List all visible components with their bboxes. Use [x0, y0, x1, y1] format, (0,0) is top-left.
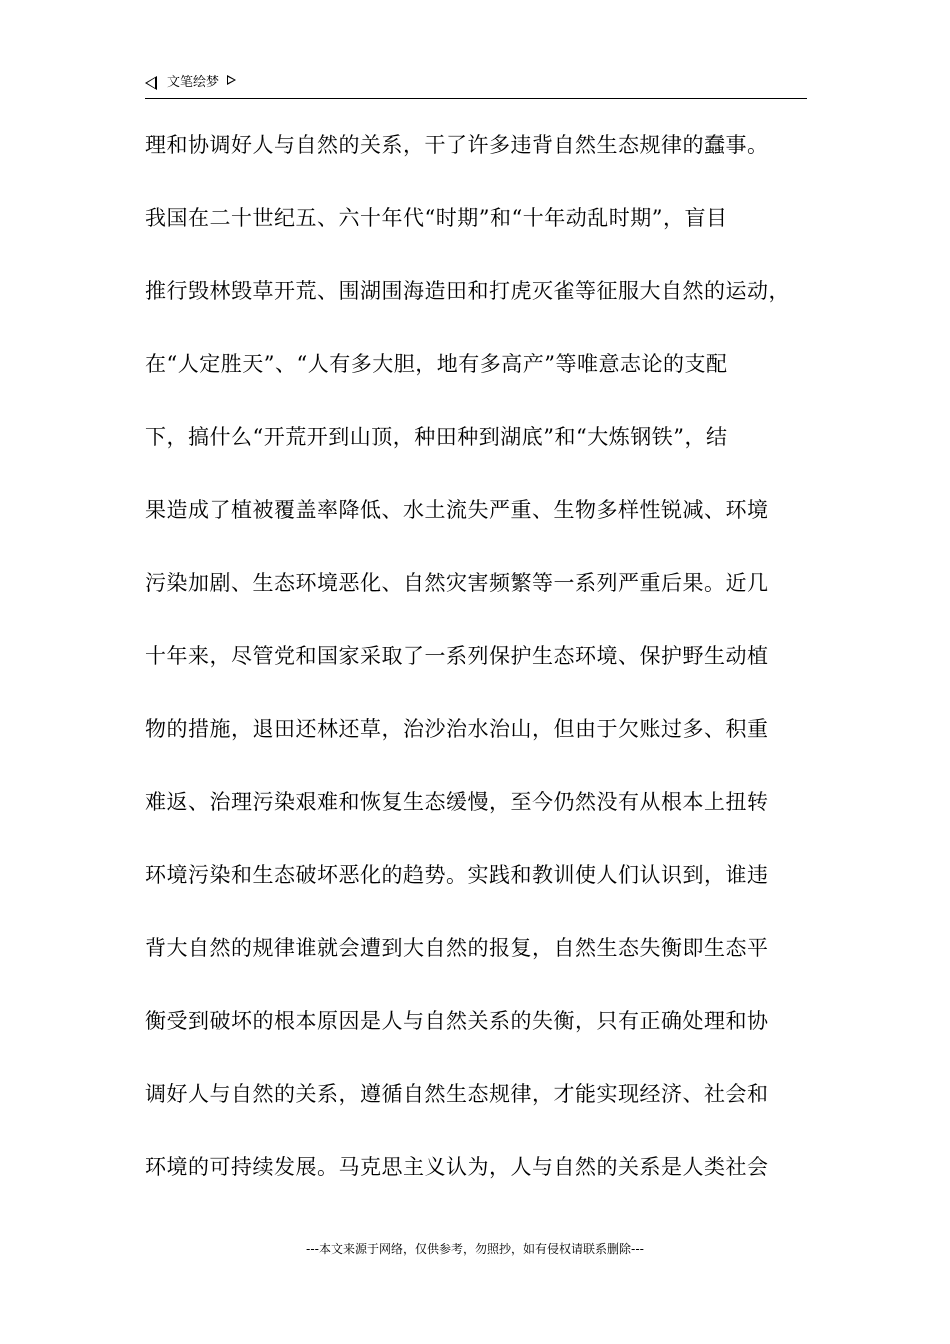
text-line: 调好人与自然的关系，遵循自然生态规律，才能实现经济、社会和 [145, 1082, 769, 1106]
footer-disclaimer: ---本文来源于网络，仅供参考，勿照抄，如有侵权请联系删除--- [306, 1242, 644, 1256]
triangle-left-icon [145, 76, 157, 90]
text-line: 果造成了植被覆盖率降低、水土流失严重、生物多样性锐减、环境 [145, 498, 769, 522]
text-line: 下，搞什么“开荒开到山顶，种田种到湖底”和“大炼钢铁”，结 [145, 425, 728, 449]
document-body [145, 130, 815, 1225]
text-line: 污染加剧、生态环境恶化、自然灾害频繁等一系列严重后果。近几 [145, 571, 769, 595]
text-line: 物的措施，退田还林还草，治沙治水治山，但由于欠账过多、积重 [145, 717, 769, 741]
text-line: 难返、治理污染艰难和恢复生态缓慢，至今仍然没有从根本上扭转 [145, 790, 769, 814]
header-inner [145, 74, 236, 92]
text-line: 十年来，尽管党和国家采取了一系列保护生态环境、保护野生动植 [145, 644, 769, 668]
text-line: 衡受到破坏的根本原因是人与自然关系的失衡，只有正确处理和协 [145, 1009, 769, 1033]
header-title: 文笔绘梦 [167, 75, 220, 90]
text-line: 环境污染和生态破坏恶化的趋势。实践和教训使人们认识到，谁违 [145, 863, 769, 887]
triangle-right-icon [227, 75, 236, 85]
text-line: 背大自然的规律谁就会遭到大自然的报复，自然生态失衡即生态平 [145, 936, 769, 960]
text-line: 环境的可持续发展。马克思主义认为，人与自然的关系是人类社会 [145, 1155, 769, 1179]
text-line: 理和协调好人与自然的关系，干了许多违背自然生态规律的蠢事。 [145, 133, 769, 157]
text-line: 推行毁林毁草开荒、围湖围海造田和打虎灭雀等征服大自然的运动， [145, 279, 790, 303]
text-line: 在“人定胜天”、“人有多大胆，地有多高产”等唯意志论的支配 [145, 352, 728, 376]
page-header [145, 72, 807, 99]
text-line: 我国在二十世纪五、六十年代“时期”和“十年动乱时期”，盲目 [145, 206, 728, 230]
